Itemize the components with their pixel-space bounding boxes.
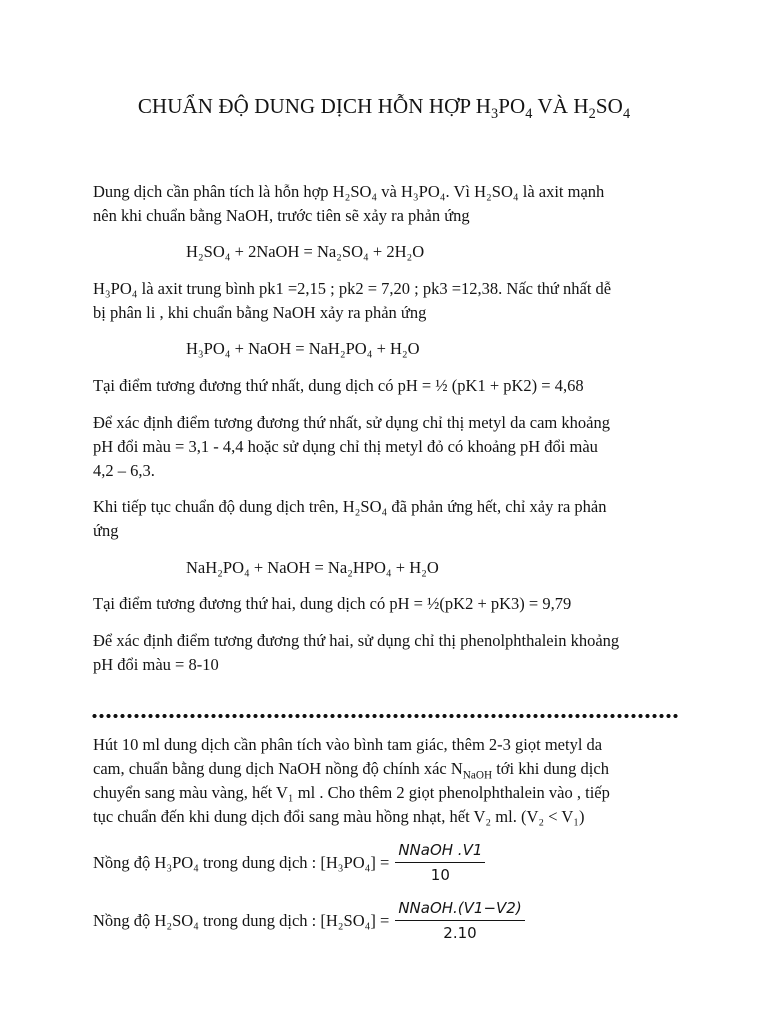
text-line: Tại điểm tương đương thứ nhất, dung dịch có pH = ½ (pK1 + pK2) = 4,68: [93, 376, 584, 395]
formula-h2so4: [93, 898, 525, 944]
text-line: Để xác định điểm tương đương thứ hai, sử dụng chỉ thị phenolphthalein khoảng: [93, 631, 620, 650]
paragraph-intro: [93, 180, 693, 228]
fraction-numerator: NNaOH .V1: [395, 840, 485, 863]
text-line: nên khi chuẩn bằng NaOH, trước tiên sẽ xảy ra phản ứng: [93, 206, 470, 225]
text-line: ứng: [93, 521, 119, 540]
text-line: 4,2 – 6,3.: [93, 461, 155, 480]
formula-label: Nồng độ H₃PO₄ trong dung dịch : [H₃PO₄] =: [93, 853, 390, 872]
paragraph-continue: [93, 495, 693, 543]
formula-h3po4: [93, 840, 485, 886]
text-line: Tại điểm tương đương thứ hai, dung dịch có pH = ½(pK2 + pK3) = 9,79: [93, 594, 572, 613]
text-line: H₃PO₄ là axit trung bình pk1 =2,15 ; pk2 = 7,20 ; pk3 =12,38. Nấc thứ nhất dễ: [93, 279, 612, 298]
fraction-denominator: 10: [430, 866, 450, 884]
dotted-divider: [91, 713, 679, 719]
text-line: cam, chuẩn bằng dung dịch NaOH nồng độ chính xác $N_{NaOH}$ tới khi dung dịch: [93, 759, 609, 782]
text-line: pH đổi màu = 3,1 - 4,4 hoặc sử dụng chỉ thị metyl đỏ có khoảng pH đổi màu: [93, 437, 598, 456]
text-line: bị phân li , khi chuẩn bằng NaOH xảy ra phản ứng: [93, 303, 427, 322]
text-line: chuyển sang màu vàng, hết V₁ ml . Cho thêm 2 giọt phenolphthalein vào , tiếp: [93, 783, 610, 802]
document-title: CHUẨN ĐỘ DUNG DỊCH HỖN HỢP $H_3PO_4$ VÀ $H_2SO_4$: [137, 94, 631, 123]
text-line: Dung dịch cần phân tích là hỗn hợp H₂SO₄ và H₃PO₄. Vì H₂SO₄ là axit mạnh: [93, 182, 605, 201]
fraction-denominator: 2.10: [443, 924, 477, 942]
paragraph-second-equivalence: [93, 592, 693, 616]
fraction-numerator: NNaOH.(V1−V2): [395, 898, 524, 921]
text-line: pH đổi màu = 8-10: [93, 655, 219, 674]
fraction: [395, 840, 485, 886]
equation-2: H₃PO₄ + NaOH = NaH₂PO₄ + H₂O: [186, 339, 420, 358]
equation-3: NaH₂PO₄ + NaOH = Na₂HPO₄ + H₂O: [186, 558, 439, 577]
paragraph-procedure: [93, 733, 693, 829]
paragraph-first-equivalence: [93, 374, 693, 398]
text-line: tục chuẩn đến khi dung dịch đổi sang màu hồng nhạt, hết V₂ ml. (V₂ < V₁): [93, 807, 585, 826]
formula-label: Nồng độ H₂SO₄ trong dung dịch : [H₂SO₄] =: [93, 911, 390, 930]
paragraph-indicator-2: [93, 629, 693, 677]
text-line: Hút 10 ml dung dịch cần phân tích vào bình tam giác, thêm 2-3 giọt metyl da: [93, 735, 603, 754]
fraction: [395, 898, 524, 944]
paragraph-h3po4: [93, 277, 693, 325]
text-line: Để xác định điểm tương đương thứ nhất, sử dụng chỉ thị metyl da cam khoảng: [93, 413, 610, 432]
paragraph-indicator-1: [93, 411, 693, 483]
text-line: Khi tiếp tục chuẩn độ dung dịch trên, H₂SO₄ đã phản ứng hết, chỉ xảy ra phản: [93, 497, 607, 516]
equation-1: H₂SO₄ + 2NaOH = Na₂SO₄ + 2H₂O: [186, 242, 425, 261]
